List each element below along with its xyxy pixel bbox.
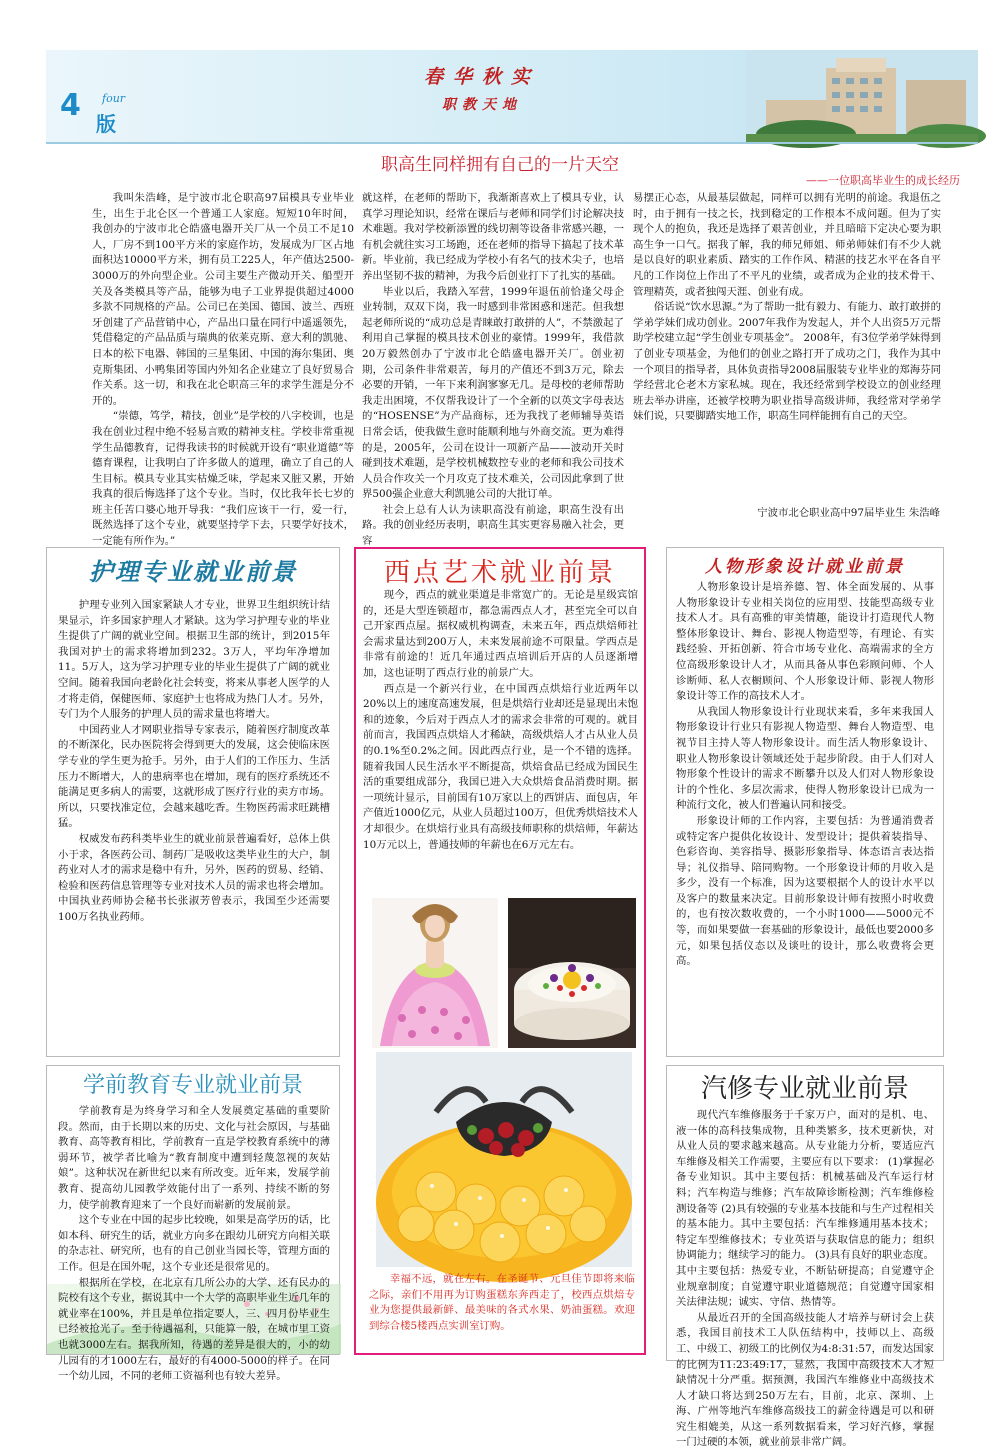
mango-cake-photo (376, 1052, 632, 1267)
paragraph: 就这样，在老师的帮助下，我渐渐喜欢上了模具专业，认真学习理论知识，经常在课后与老师和同学们讨论解决技术难题。我对学校新添置的线切割等设备非常感兴趣，一有机会就往实习工场跑，还在老师的指导下搞起了技术革新。毕业前，我已经成为学校小有名气的技术尖子，也培养出坚韧不拔的精神，为我今后创业打下了扎实的基础。 (362, 192, 624, 282)
paragraph: 学前教育是为终身学习和全人发展奠定基础的重要阶段。然而，由于长期以来的历史、文化与社会原因，与基础教育、高等教育相比，学前教育一直是学校教育系统中的薄弱环节，被学者比喻为“教育制度中遭到轻蔑忽视的灰姑娘”。这种状况在新世纪以来有所改变。近年来，发展学前教育、提高幼儿园教学效能付出了一系列、持续不断的努力，使学前教育迎来了一个良好而崭新的发展前景。 (58, 1105, 330, 1211)
paragraph: 人物形象设计是培养德、智、体全面发展的、从事人物形象设计专业相关岗位的应用型、技能型高级专业技术人才。具有高雅的审美情趣，能设计打造现代人物整体形象设计、舞台、影视人物造型等，有理论、有实践经验、开拓创新、符合市场专业化、高端需求的全方位高级形象设计人才，从而具备从事色彩顾问师、个人诊断师、私人衣橱顾问、个人形象设计师、影视人物形象设计等工作的高技术人才。 (676, 581, 934, 703)
page-number: 4 (60, 88, 81, 123)
main-article-column-2 (362, 191, 624, 550)
pastry-section-body (363, 588, 638, 853)
page-number-word: four (102, 92, 126, 105)
image-design-section-title: 人物形象设计就业前景 (705, 557, 905, 577)
paragraph: 中国药业人才网职业指导专家表示，随着医疗制度改革的不断深化，民办医院将会得到更大的发展，这会使临床医学专业的学生更为抢手。另外，由于人们的工作压力、生活压力不断增大，人的患病率也在增加，现有的医疗系统还不能满足更多病人的需要，这就形成了医疗行业的卖方市场。所以，只要找准定位，会越来越吃香。生物医药需求旺跳槽猛。 (58, 723, 330, 830)
paragraph: 护理专业列入国家紧缺人才专业，世界卫生组织统计结果显示，许多国家护理人才紧缺。这为学习护理专业的毕业生提供了广阔的就业空间。根据卫生部的统计，到2015年我国对护士的需求将增加到232。3万人，平均年净增加11。5万人，这为学习护理专业的毕业生提供了广阔的就业空间。随着我国向老龄化社会转变，将来从事老人医学的人才将走俏，保健医师、家庭护士也将成为热门人才。另外，专门为个人服务的护理人员的需求量也将增大。 (58, 599, 330, 721)
main-article-column-1 (92, 191, 354, 550)
paragraph: 现今，西点的就业渠道是非常宽广的。无论是星级宾馆的，还是大型连锁超市，都急需西点人才，甚至完全可以自己开家西点屋。据权威机构调查，未来五年，西点烘焙师社会需求量达到200万人，未来发展前途不可限量。学西点是非常有前途的！近几年通过西点培训后开店的人员逐渐增加，这也证明了西点行业的前景广大。 (363, 589, 638, 679)
paragraph: 现代汽车维修服务于千家万户，面对的是机、电、液一体的高科技集成物，且种类繁多，技术更新快，对从业人员的要求越来越高。从专业能力分析，要适应汽车维修及相关工作需要，主要应有以下要求： (1)掌握必备专业知识。其中主要包括：机械基础及汽车运行材料；汽车构造与维修；汽车故障诊断检测；汽车维修检测设备等 (2)具有较强的专业基本技能和与生产过程相关的基本能力。其中主要包括：汽车维修通用基本技术；特定车型维修技术；专业英语与获取信息的能力；组织协调能力；继续学习的能力。 (3)具有良好的职业态度。其中主要包括：热爱专业，不断钻研提高；自觉遵守企业规章制度；自觉遵守职业道德规范；自觉遵守国家相关法律法规；诚实、守信、热情等。 (676, 1109, 934, 1309)
paragraph: 毕业以后，我踏入军营，1999年退伍前恰逢父母企业转制，双双下岗，我一时感到非常困惑和迷茫。但我想起老师所说的“成功总是青睐敢打敢拼的人”，不禁激起了利用自己掌握的模具技术创业的豪情。1999年，我借款20万毅然创办了宁波市北仑皓盛电器开关厂。创业初期，公司条件非常艰苦，每月的产值还不到3万元，除去必要的开销，一年下来利润寥寥无几。是母校的老师帮助我走出困境，不仅帮我设计了一个全新的以英文字母表达的“HOSENSE”为产品商标，还为我找了老师辅导英语日常会话，使我做生意时能顺利地与外商交流。更为难得的是，2005年，公司在设计一项新产品——波动开关时碰到技术难题，是学校机械数控专业的老师和我公司技术人员合作攻关一个月攻克了技术难关，公司因此拿到了世界500强企业意大利凯驰公司的大批订单。 (362, 285, 624, 501)
pastry-photo-caption: 幸福不远，就在左右。在圣诞节、元旦佳节即将来临之际，亲们不用再为订购蛋糕东奔西走了，校西点烘焙专业为您提供最新鲜、最美味的各式水果、奶油蛋糕。欢迎到综合楼5楼西点实训室订购。 (369, 1273, 635, 1332)
header-divider (46, 142, 978, 144)
paragraph: 从我国人物形象设计行业现状来看，多年来我国人物形象设计行业只有影视人物造型、舞台人物造型、电视节目主持人等人物形象设计。而生活人物形象设计、职业人物形象设计领域还处于起步阶段。由于人们对人物形象个性设计的需求不断攀升以及人们对人物形象设计的个性化、多层次需求，使得人物形象设计已成为一种流行文化，被人们普遍认同和接受。 (676, 705, 934, 812)
preschool-section-title: 学前教育专业就业前景 (82, 1073, 303, 1098)
nursing-section-title: 护理专业就业前景 (89, 557, 297, 586)
paragraph: 根据所在学校，在北京有几所公办的大学、还有民办的院校有这个专业，据说其中一个大学的高职毕业生近几年的就业率在100%，并且是单位指定要人，三、四月份毕业生已经被抢光了。至于待遇福利，只能算一般，在城市里工资也就3000左右。据我所知，待遇的差异是很大的，小的幼儿园有的才1000左右，最好的有4000-5000的样子。在同一个幼儿园，不同的老师工资福利也有较大差异。 (58, 1276, 330, 1383)
main-article-title: 职高生同样拥有自己的一片天空 (381, 155, 619, 175)
paragraph: 我叫朱浩峰，是宁波市北仑职高97届模具专业毕业生，出生于北仑区一个普通工人家庭。短短10年时间，我创办的宁波市北仑皓盛电器开关厂从一个员工不足10人，厂房不到100平方米的家庭作坊，发展成为厂区占地面积达10000平方米，拥有员工225人，年产值达2500-3000万的外向型企业。公司主要生产微动开关、船型开关及各类模具等产品，能够为电子工业界提供超过4000多款不同规格的产品。公司已在美国、德国、波兰、西班牙创建了产品营销中心，产品出口量在同行中遥遥领先，凭借稳定的产品品质与瑞典的依莱克斯、意大利的凯驰、日本的松下电器、韩国的三星集团、中国的海尔集团、奥克斯集团、小鸭集团等国内外知名企业建立了良好贸易合作关系。这一切，和我在北仑职高三年的求学生涯是分不开的。 (92, 192, 354, 407)
auto-section-title: 汽修专业就业前景 (700, 1074, 909, 1104)
paragraph: 俗话说“饮水思源。”为了帮助一批有毅力、有能力、敢打敢拼的学弟学妹们成功创业。2007年我作为发起人，并个人出资5万元帮助学校建立起“学生创业专项基金”。 2008年，有3位学弟学妹得到了创业专项基金，为他们的创业之路打开了成功之门，我作为其中一个项目的指导者，具体负责指导2008届服装专业毕业的郑海芬同学经营北仑老木方家私城。现在，我还经常到学校设立的创业经理班去举办讲座，还被学校聘为职业指导高级讲师，我经常对学弟学妹们说，只要脚踏实地工作，职高生同样能拥有自己的天空。 (633, 301, 941, 423)
page-suffix: 版 (96, 112, 116, 136)
main-article-column-3 (633, 191, 941, 425)
pastry-section-title: 西点艺术就业前景 (383, 558, 616, 588)
paragraph: 权威发布药科类毕业生的就业前景普遍看好，总体上供小于求，各医药公司、制药厂是吸收这类毕业生的大户，制药业对人才的需求是稳中有升，另外，医药的贸易、经销、检验和医药信息管理等专业对技术人员的需求也将会增加。中国执业药师协会秘书长张淑芳曾表示，我国至少还需要100万名执业药师。 (58, 832, 330, 923)
paragraph: 西点是一个新兴行业，在中国西点烘焙行业近两年以20%以上的速度高速发展，但是烘焙行业却还是显现出未饱和的迹象，今后对于西点人才的需求会非常的可观的。就目前而言，我国西点烘焙人才稀缺，高级烘焙人才占从业人员的0.1%至0.2%之间。因此西点行业，是一个不错的选择。随着我国人民生活水平不断提高，烘焙食品已经成为国民生活的重要组成部分，我国已进入大众烘焙食品消费时期。据一项统计显示，目前国有10万家以上的西饼店、面包店，年产值近1000亿元，从业人员超过100万，但优秀烘焙技术人才却很少。在烘焙行业具有高级技师职称的烘焙师，年薪达10万元以上，普通技师的年薪也在6万元左右。 (363, 682, 638, 851)
paragraph: 社会上总有人认为读职高没有前途，职高生没有出路。我的创业经历表明，职高生其实更容易融入社会，更容 (362, 503, 624, 548)
paragraph: 从最近召开的全国高级技能人才培养与研讨会上获悉，我国目前技术工人队伍结构中，技师以上、高级工、中级工、初级工的比例仅为4:8:31:57，而发达国家的比例为11:23:49:17，显然，我国中高级技术人才短缺情况十分严重。据预测，我国汽车维修业中高级技术人才缺口将达到250万左右，目前，北京、深圳、上海、广州等地汽车维修高级技工的薪金待遇是可以和研究生相媲美，从这一系列数据看来，学习好汽修，掌握一门过硬的本领，就业前景非常广阔。 (676, 1311, 934, 1449)
nursing-section-body (58, 598, 330, 925)
image-design-section-body (676, 580, 934, 970)
auto-section-body (676, 1108, 934, 1451)
paragraph: 易摆正心态，从最基层做起，同样可以拥有光明的前途。我退伍之时，由于拥有一技之长，找到稳定的工作根本不成问题。但为了实现个人的抱负，我还是选择了艰苦创业，并且暗暗下定决心要为职高生争一口气。据我了解，我的师兄师姐、师弟师妹们有不少人就是以良好的职业素质、踏实的工作作风、精湛的技艺水平在各自平凡的工作岗位上作出了不平凡的业绩，或者成为企业的技术骨干、管理精英，或者独闯天涯、创业有成。 (633, 192, 941, 298)
preschool-section-body (58, 1104, 330, 1385)
motto-line-1: 春华秋实 (423, 66, 540, 88)
main-article-subtitle: ——一位职高毕业生的成长经历 (806, 174, 960, 187)
paragraph: 形象设计师的工作内容，主要包括：为普通消费者或特定客户提供化妆设计、发型设计；提供着装指导、色彩咨询、美容指导、摄影形象指导、体态语言表达指导；礼仪指导、陪同购物。一个形象设计师的月收入是多少，没有一个标准，因为这要根据个人的设计水平以及客户的数量来决定。目前形象设计师有按照小时收费的，也有按次数收费的，一个小时1000——5000元不等，而如果要做一套基础的形象设计，最低也要2000多元，如果包括仪态以及谈吐的设计，那么收费将会更高。 (676, 814, 934, 968)
paragraph: 这个专业在中国的起步比较晚，如果是高学历的话，比如本科、研究生的话，就业方向多在跟幼儿研究方向相关联的杂志社、研究所，也有的自己创业当园长等，管理方面的工作。但是在国外呢，这个专业还是很常见的。 (58, 1214, 330, 1273)
motto-line-2: 职教天地 (442, 97, 522, 113)
doll-cake-photo (372, 898, 498, 1048)
author-signature: 宁波市北仑职业高中97届毕业生 朱浩峰 (757, 507, 940, 519)
paragraph: “崇德，笃学，精技，创业”是学校的八字校训，也是我在创业过程中绝不轻易言败的精神支柱。学校非常重视学生品德教育，记得我读书的时候就开设有“职业道德”等德育课程，让我明白了许多做人的道理，确立了自己的人生目标。模具专业其实枯燥乏味，学起来又脏又累，开始我真的很后悔选择了这个专业。当时，仅比我年长七岁的班主任苦口婆心地开导我：“我们应该干一行，爱一行，既然选择了这个专业，就要坚持学下去，只要学好技术，一定能有所作为。” (92, 410, 354, 548)
cream-cake-photo (508, 898, 636, 1048)
